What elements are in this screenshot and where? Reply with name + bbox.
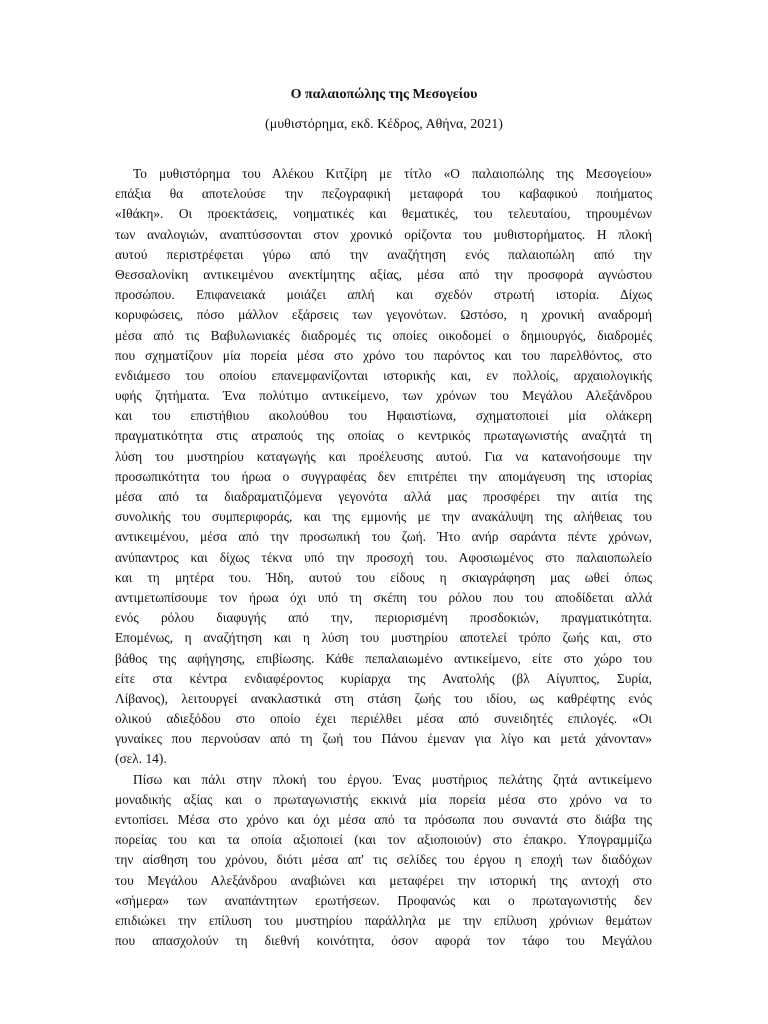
text-line: προσωπικότητα του ήρωα ο συγγραφέας δεν επιτρέπει την απομάγευση της ιστορίας [115, 468, 652, 484]
text-line: μοναδικής αξίας και ο πρωταγωνιστής εκκινά μία πορεία μέσα στο χρόνο να το [115, 791, 652, 807]
text-line: ενδιάμεσο του οποίου επανεμφανίζονται ιστορικής και, εν πολλοίς, αρχαιολογικής [115, 367, 652, 383]
text-line: Θεσσαλονίκη αντικειμένου ανεκτίμητης αξίας, μέσα από την προσφορά αγνώστου [115, 266, 652, 282]
text-line: επιδιώκει την επίλυση του μυστηρίου παράλληλα με την επίλυση χρόνιων θεμάτων [115, 912, 652, 928]
text-line: και τη μητέρα του. Ήδη, αυτού του είδους η σκιαγράφηση μας ωθεί όπως [115, 569, 652, 585]
text-line: πορείας του και τα οποία αξιοποιεί (και τον αξιοποιούν) στο έπακρο. Υπογραμμίζω [115, 832, 652, 848]
text-line: αυτού περιστρέφεται γύρω από την αναζήτηση ενός παλαιοπώλη από την [115, 246, 652, 262]
text-line: Πίσω και πάλι στην πλοκή του έργου. Ένας μυστήριος πελάτης ζητά αντικείμενο [133, 771, 652, 787]
text-line: προσώπου. Επιφανειακά μοιάζει απλή και σχεδόν στρωτή ιστορία. Δίχως [115, 287, 652, 303]
text-line: μέσα από τις Βαβυλωνιακές διαδρομές τις οποίες οικοδομεί ο δημιουργός, διαδρομές [115, 327, 652, 343]
text-line: πραγματικότητα στις ατραπούς της οποίας ο κεντρικός πρωταγωνιστής αναζητά τη [115, 428, 652, 444]
text-line: βάθος της αφήγησης, επιβίωσης. Κάθε πεπαλαιωμένο αντικείμενο, είτε στο χώρο του [115, 650, 652, 666]
document-title: Ο παλαιοπώλης της Μεσογείου [290, 87, 478, 102]
text-line: Λίβανος), λειτουργεί ανακλαστικά στη στάση ζωής του ιδίου, ως καθρέφτης ενός [115, 690, 652, 706]
text-line: του Μεγάλου Αλεξάνδρου αναβιώνει και μεταφέρει την ιστορική της αντοχή στο [115, 872, 652, 888]
text-line: αντικειμένου, μέσα από την προσωπική του ζωή. Ήτο ανήρ σαράντα πέντε χρόνων, [115, 529, 652, 545]
text-line: ανύπαντρος και δίχως τέκνα υπό την προσοχή του. Αφοσιωμένος στο παλαιοπωλείο [115, 549, 652, 565]
text-line: γυναίκες που περνούσαν από τη ζωή του Πάνου έμεναν για λίγο και μετά χάνονταν» [115, 731, 652, 747]
text-line: των αναλογιών, αναπτύσσονται στον χρονικό ορίζοντα του μυθιστορήματος. Η πλοκή [115, 226, 652, 242]
document-body [115, 164, 652, 951]
text-line: την αίσθηση του χρόνου, διότι μέσα απ' τις σελίδες του έργου η εποχή των διαδόχων [115, 852, 652, 868]
text-line: υφής ζητήματα. Ένα πολύτιμο αντικείμενο, των χρόνων του Μεγάλου Αλεξάνδρου [115, 388, 652, 404]
text-line: επάξια θα αποτελούσε την πεζογραφική μεταφορά του καβαφικού ποιήματος [115, 186, 652, 202]
text-line: ενός ρόλου διαφυγής από την, περιορισμένη προσδοκιών, πραγματικότητα. [115, 610, 652, 626]
text-line: Το μυθιστόρημα του Αλέκου Κιτζίρη με τίτλο «Ο παλαιοπώλης της Μεσογείου» [133, 166, 652, 181]
text-line: ολικού αδιεξόδου στο οποίο έχει περιέλθει μέσα από συνειδητές επιλογές. «Οι [115, 711, 652, 727]
text-line: λύση του μυστηρίου καταγωγής και προέλευσης αυτού. Για να κατανοήσουμε την [115, 448, 652, 464]
document-subtitle: (μυθιστόρημα, εκδ. Κέδρος, Αθήνα, 2021) [265, 117, 503, 132]
text-line: «Ιθάκη». Οι προεκτάσεις, νοηματικές και θεματικές, του τελευταίου, τηρουμένων [115, 206, 652, 222]
text-line: που απασχολούν τη διεθνή κοινότητα, όσον αφορά τον τάφο του Μεγάλου [115, 933, 652, 949]
text-line: Επομένως, η αναζήτηση και η λύση του μυστηρίου αποτελεί τρόπο ζωής και, στο [115, 630, 652, 646]
text-line: που σχηματίζουν μία πορεία μέσα στο χρόνο του παρόντος και του παρελθόντος, στο [115, 347, 652, 363]
text-line: και του επιστήθιου ακολούθου του Ηφαιστίωνα, σχηματοποιεί μία ολάκερη [115, 408, 652, 424]
text-line: εντοπίσει. Μέσα στο χρόνο και όχι μέσα από τα πρόσωπα που συναντά στο διάβα της [115, 812, 652, 827]
text-line: κορυφώσεις, πόσο μάλλον εξάρσεις των γεγονότων. Ωστόσο, η χρονική αναδρομή [115, 307, 652, 323]
text-line: «σήμερα» των αναπάντητων ερωτήσεων. Προφανώς και ο πρωταγωνιστής δεν [115, 892, 652, 908]
text-line: αντιμετωπίσουμε τον ήρωα όχι υπό τη σκέπη του ρόλου που του αποδίδεται αλλά [115, 589, 652, 605]
text-line: μέσα από τα διαδραματιζόμενα γεγονότα αλλά μας προσφέρει την αιτία της [115, 489, 652, 504]
text-line: είτε στα κέντρα ενδιαφέροντος κυρίαρχα της Ανατολής (βλ Αίγυπτος, Συρία, [115, 670, 652, 686]
text-line: (σελ. 14). [115, 751, 167, 767]
text-line: συνολικής του συμπεριφοράς, και της εμμονής με την ανακάλυψη της αλήθειας του [115, 509, 652, 525]
